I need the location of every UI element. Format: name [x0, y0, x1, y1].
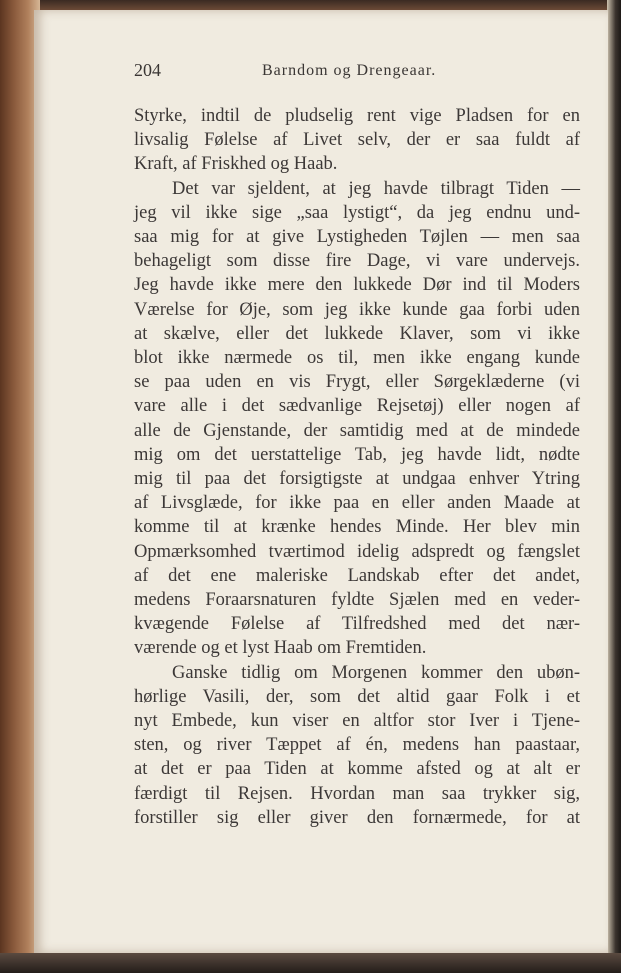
text-line: medens Foraarsnaturen fyldte Sjælen med en veder-	[134, 590, 580, 611]
book-page	[34, 10, 608, 953]
text-line: Ganske tidlig om Morgenen kommer den ubøn-	[172, 662, 580, 683]
page-header	[134, 60, 574, 84]
text-line: kvægende Følelse af Tilfredshed med det nær-	[134, 614, 580, 635]
text-line: mig om det uerstattelige Tab, jeg havde lidt, nødte	[134, 444, 580, 465]
text-line: Styrke, indtil de pludselig rent vige Pladsen for en	[134, 106, 580, 126]
text-line: blot ikke nærmede os til, men ikke engang kunde	[134, 348, 580, 369]
text-line: værende og et lyst Haab om Fremtiden.	[134, 638, 427, 659]
page-right-shadow	[607, 0, 621, 973]
book-top-edge	[0, 0, 621, 10]
text-line: livsalig Følelse af Livet selv, der er saa fuldt af	[134, 130, 580, 151]
text-line: se paa uden en vis Frygt, eller Sørgeklæderne (vi	[134, 372, 580, 393]
text-line: færdigt til Rejsen. Hvordan man saa trykker sig,	[134, 783, 580, 804]
text-line: mig til paa det forsigtigste at undgaa enhver Ytring	[134, 469, 580, 490]
text-line: saa mig for at give Lystigheden Tøjlen — men saa	[134, 227, 580, 248]
text-line: forstiller sig eller giver den fornærmede, for at	[134, 807, 580, 828]
text-line: Kraft, af Friskhed og Haab.	[134, 154, 338, 175]
text-line: sten, og river Tæppet af én, medens han paastaar,	[134, 735, 580, 756]
text-line: hørlige Vasili, der, som det altid gaar Folk i et	[134, 686, 580, 707]
text-line: Jeg havde ikke mere den lukkede Dør ind til Moders	[134, 275, 580, 296]
text-line: jeg vil ikke sige „saa lystigt“, da jeg endnu und-	[134, 202, 580, 223]
text-line: at det er paa Tiden at komme afsted og at alt er	[134, 759, 580, 780]
text-line: Opmærksomhed tværtimod idelig adspredt og fængslet	[134, 541, 580, 562]
running-head: Barndom og Drengeaar.	[262, 62, 437, 79]
text-line: Værelse for Øje, som jeg ikke kunde gaa forbi uden	[134, 299, 580, 320]
text-line: nyt Embede, kun viser en altfor stor Iver i Tjene-	[134, 711, 580, 732]
text-line: af Livsglæde, for ikke paa en eller anden Maade at	[134, 493, 580, 514]
book-bottom-edge	[0, 953, 621, 973]
text-line: komme til at krænke hendes Minde. Her blev min	[134, 517, 580, 538]
text-line: af det ene maleriske Landskab efter det andet,	[134, 565, 580, 586]
text-line: alle de Gjenstande, der samtidig med at de mindede	[134, 420, 580, 441]
text-line: Det var sjeldent, at jeg havde tilbragt Tiden —	[172, 178, 580, 199]
body-text	[134, 104, 580, 830]
text-line: vare alle i det sædvanlige Rejsetøj) eller nogen af	[134, 396, 580, 417]
page-number: 204	[134, 60, 161, 80]
text-line: behageligt som disse fire Dage, vi vare undervejs.	[134, 251, 580, 272]
text-line: at skælve, eller det lukkede Klaver, som vi ikke	[134, 323, 580, 344]
